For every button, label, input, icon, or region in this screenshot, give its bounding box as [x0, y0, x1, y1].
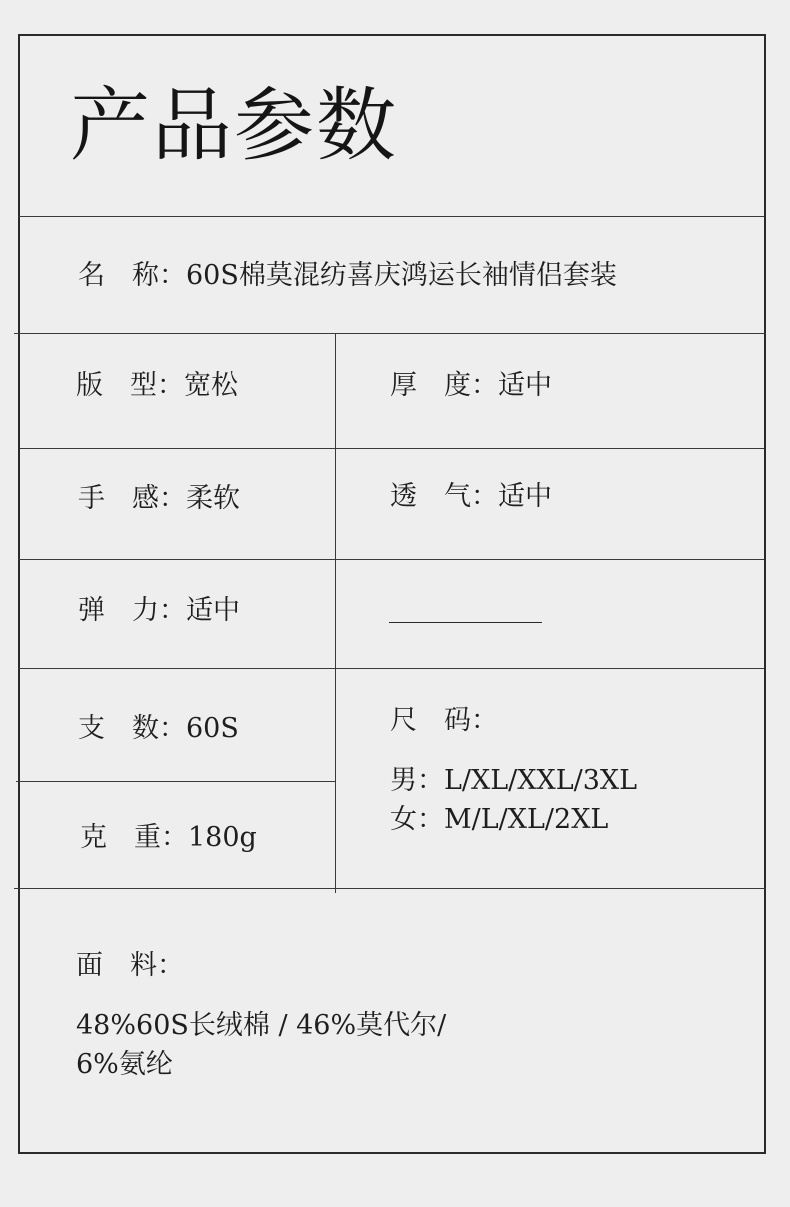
breathability-field: [390, 480, 552, 514]
hand-feel-field: [78, 482, 240, 516]
fabric-line-1: 48%60S长绒棉 / 46%莫代尔/: [76, 1010, 447, 1041]
size-women: [390, 803, 608, 837]
yarn-count-label: 支 数：: [78, 713, 186, 744]
divider-row4-left: [16, 781, 336, 782]
thickness-value: 适中: [498, 370, 552, 401]
page-title: 产品参数: [70, 79, 398, 172]
hand-feel-label: 手 感：: [78, 483, 186, 514]
yarn-count-field: [78, 712, 239, 746]
size-label: 尺 码：: [390, 705, 498, 736]
elasticity-label: 弹 力：: [78, 595, 186, 626]
thickness-label: 厚 度：: [390, 370, 498, 401]
name-value: 60S棉莫混纺喜庆鸿运长袖情侣套装: [186, 260, 617, 291]
divider-title: [18, 216, 764, 217]
fabric-label: 面 料：: [76, 950, 184, 981]
size-men-label: 男：: [390, 765, 444, 796]
name-label: 名 称：: [78, 260, 186, 291]
divider-row5: [14, 888, 766, 889]
size-men: [390, 764, 637, 798]
size-women-label: 女：: [390, 804, 444, 835]
weight-field: [80, 821, 257, 855]
fabric-line-2: 6%氨纶: [76, 1049, 173, 1080]
yarn-count-value: 60S: [186, 713, 239, 744]
blank-field-underline: [389, 622, 542, 623]
size-men-value: L/XL/XXL/3XL: [444, 765, 638, 796]
divider-row1: [20, 448, 764, 449]
name-field: [78, 259, 617, 293]
elasticity-field: [78, 594, 240, 628]
hand-feel-value: 柔软: [186, 483, 240, 514]
breathability-label: 透 气：: [390, 481, 498, 512]
fit-label: 版 型：: [76, 370, 184, 401]
divider-row3: [18, 668, 764, 669]
weight-value: 180g: [188, 822, 257, 853]
fit-value: 宽松: [184, 370, 238, 401]
size-women-value: M/L/XL/2XL: [444, 804, 609, 835]
breathability-value: 适中: [498, 481, 552, 512]
weight-label: 克 重：: [80, 822, 188, 853]
thickness-field: [390, 369, 552, 403]
elasticity-value: 适中: [186, 595, 240, 626]
divider-column: [335, 333, 336, 893]
divider-name: [14, 333, 766, 334]
fit-field: [76, 369, 238, 403]
divider-row2: [18, 559, 764, 560]
